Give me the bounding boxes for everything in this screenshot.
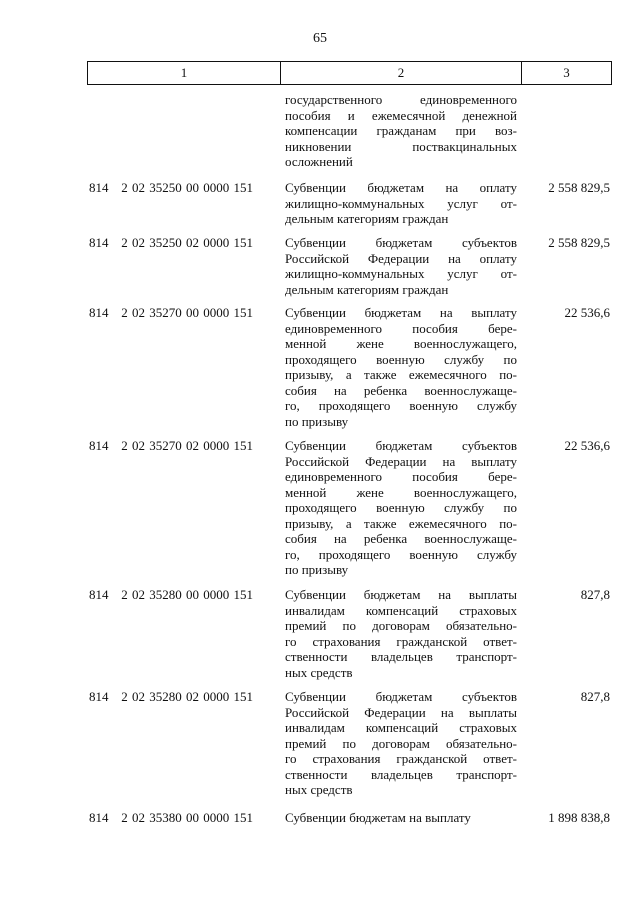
description-line: ных средств bbox=[285, 664, 353, 680]
row-code: 814 2 02 35380 00 0000 151 bbox=[89, 810, 253, 825]
description-line: жилищно-коммунальных услуг от- bbox=[285, 195, 517, 211]
description-line: дельным категориям граждан bbox=[285, 211, 449, 226]
description-line: премий по договорам обязательно- bbox=[285, 618, 517, 633]
row-description bbox=[285, 810, 517, 826]
description-line: Субвенции бюджетам на оплату bbox=[285, 180, 517, 195]
description-line: проходящего военную службу по bbox=[285, 500, 517, 515]
description-line: менной жене военнослужащего, bbox=[285, 484, 517, 500]
row-code: 814 2 02 35250 02 0000 151 bbox=[89, 235, 253, 250]
description-line: по призыву bbox=[285, 413, 349, 429]
description-line: ных средств bbox=[285, 782, 353, 797]
description-line: Субвенции бюджетам субъектов bbox=[285, 438, 517, 453]
table-header bbox=[87, 61, 612, 85]
row-amount: 827,8 bbox=[580, 689, 610, 704]
description-line: инвалидам компенсаций страховых bbox=[285, 720, 517, 735]
row-description bbox=[285, 180, 517, 227]
description-line: призыву, а также ежемесячного по- bbox=[285, 367, 517, 382]
row-amount: 2 558 829,5 bbox=[548, 180, 610, 195]
description-line: единовременного пособия бере- bbox=[285, 320, 517, 336]
description-line: менной жене военнослужащего, bbox=[285, 336, 517, 351]
description-line: осложнений bbox=[285, 154, 353, 169]
row-description bbox=[285, 587, 517, 680]
row-code: 814 2 02 35270 00 0000 151 bbox=[89, 305, 253, 320]
description-line: ственности владельцев транспорт- bbox=[285, 766, 517, 782]
row-code: 814 2 02 35280 00 0000 151 bbox=[89, 587, 253, 602]
header-col-3: 3 bbox=[563, 65, 570, 80]
page-number: 65 bbox=[313, 31, 327, 46]
description-line: Субвенции бюджетам на выплаты bbox=[285, 587, 517, 602]
row-amount: 827,8 bbox=[580, 587, 610, 602]
description-line: премий по договорам обязательно- bbox=[285, 735, 517, 751]
description-line: собия на ребенка военнослужаще- bbox=[285, 382, 517, 398]
description-line: пособия и ежемесячной денежной bbox=[285, 107, 517, 123]
description-line: единовременного пособия бере- bbox=[285, 469, 517, 484]
row-description bbox=[285, 438, 517, 578]
row-amount: 2 558 829,5 bbox=[548, 235, 610, 250]
row-amount: 22 536,6 bbox=[564, 438, 610, 453]
row-description bbox=[285, 235, 517, 297]
description-line: компенсации гражданам при воз- bbox=[285, 123, 517, 138]
description-line: го страхования гражданской ответ- bbox=[285, 633, 517, 649]
description-line: Субвенции бюджетам на выплату bbox=[285, 810, 471, 825]
description-line: го, проходящего военную службу bbox=[285, 546, 517, 562]
description-line: по призыву bbox=[285, 562, 349, 577]
description-line: государственного единовременного bbox=[285, 92, 517, 107]
description-line: Субвенции бюджетам на выплату bbox=[285, 305, 517, 320]
description-line: Субвенции бюджетам субъектов bbox=[285, 235, 517, 250]
description-line: Субвенции бюджетам субъектов bbox=[285, 689, 517, 704]
description-line: Российской Федерации на выплаты bbox=[285, 704, 517, 720]
description-line: дельным категориям граждан bbox=[285, 281, 449, 297]
row-code: 814 2 02 35270 02 0000 151 bbox=[89, 438, 253, 453]
description-line: Российской Федерации на оплату bbox=[285, 250, 517, 266]
description-line: проходящего военную службу по bbox=[285, 351, 517, 367]
description-line: го, проходящего военную службу bbox=[285, 398, 517, 413]
description-line: жилищно-коммунальных услуг от- bbox=[285, 266, 517, 281]
header-col-2: 2 bbox=[281, 62, 522, 84]
description-line: инвалидам компенсаций страховых bbox=[285, 602, 517, 618]
description-line: собия на ребенка военнослужаще- bbox=[285, 531, 517, 546]
description-line: Российской Федерации на выплату bbox=[285, 453, 517, 469]
row-amount: 1 898 838,8 bbox=[548, 810, 610, 825]
row-code: 814 2 02 35280 02 0000 151 bbox=[89, 689, 253, 704]
row-amount: 22 536,6 bbox=[564, 305, 610, 320]
row-description bbox=[285, 689, 517, 798]
header-col-1: 1 bbox=[88, 62, 281, 84]
description-line: ственности владельцев транспорт- bbox=[285, 649, 517, 664]
description-line: призыву, а также ежемесячного по- bbox=[285, 515, 517, 531]
row-description bbox=[285, 305, 517, 429]
description-line: го страхования гражданской ответ- bbox=[285, 751, 517, 766]
row-code: 814 2 02 35250 00 0000 151 bbox=[89, 180, 253, 195]
description-line: никновении поствакцинальных bbox=[285, 138, 517, 154]
row-description bbox=[285, 92, 517, 170]
